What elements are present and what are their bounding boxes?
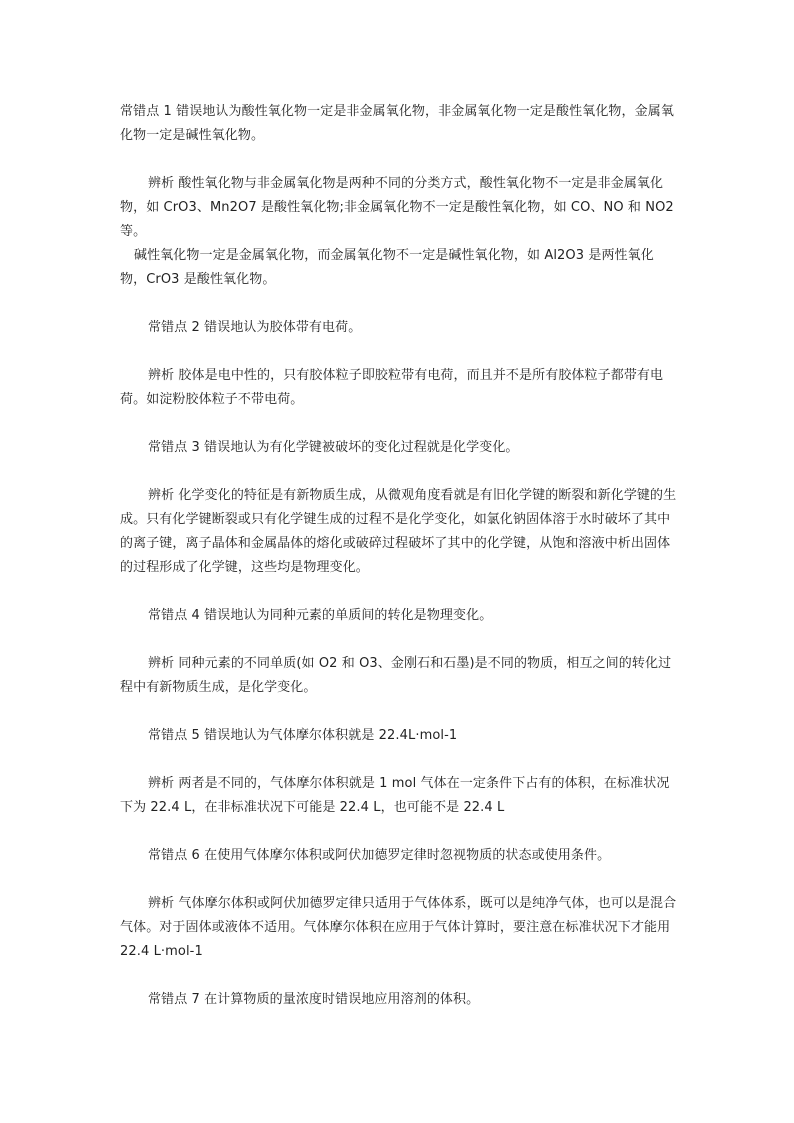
error-point-3: 常错点 3 错误地认为有化学键被破坏的变化过程就是化学变化。 bbox=[148, 440, 519, 455]
error-point-4: 常错点 4 错误地认为同种元素的单质间的转化是物理变化。 bbox=[148, 608, 493, 623]
error-point-2: 常错点 2 错误地认为胶体带有电荷。 bbox=[148, 320, 362, 335]
analysis-4: 辨析 同种元素的不同单质(如 O2 和 O3、金刚石和石墨)是不同的物质，相互之间的转化过程中有新物质生成，是化学变化。 bbox=[120, 656, 672, 695]
error-point-6: 常错点 6 在使用气体摩尔体积或阿伏加德罗定律时忽视物质的状态或使用条件。 bbox=[148, 848, 611, 863]
document-body bbox=[120, 100, 680, 1012]
analysis-2: 辨析 胶体是电中性的，只有胶体粒子即胶粒带有电荷，而且并不是所有胶体粒子都带有电荷。如淀粉胶体粒子不带电荷。 bbox=[120, 368, 664, 407]
error-point-1: 常错点 1 错误地认为酸性氧化物一定是非金属氧化物，非金属氧化物一定是酸性氧化物，金属氧化物一定是碱性氧化物。 bbox=[120, 104, 674, 143]
analysis-3: 辨析 化学变化的特征是有新物质生成，从微观角度看就是有旧化学键的断裂和新化学键的生成。只有化学键断裂或只有化学键生成的过程不是化学变化，如氯化钠固体溶于水时破坏了其中的离子键，离子晶体和金属晶体的熔化或破碎过程破坏了其中的化学键，从饱和溶液中析出固体的过程形成了化学键，这些均是物理变化。 bbox=[120, 488, 677, 575]
analysis-1a: 辨析 酸性氧化物与非金属氧化物是两种不同的分类方式，酸性氧化物不一定是非金属氧化物，如 CrO3、Mn2O7 是酸性氧化物;非金属氧化物不一定是酸性氧化物，如 CO、NO 和 NO2 等。 bbox=[120, 176, 674, 239]
analysis-5: 辨析 两者是不同的，气体摩尔体积就是 1 mol 气体在一定条件下占有的体积，在标准状况下为 22.4 L，在非标准状况下可能是 22.4 L，也可能不是 22.4 L bbox=[120, 776, 670, 815]
error-point-5: 常错点 5 错误地认为气体摩尔体积就是 22.4L·mol-1 bbox=[148, 728, 458, 743]
analysis-1b: 碱性氧化物一定是金属氧化物，而金属氧化物不一定是碱性氧化物，如 Al2O3 是两性氧化物，CrO3 是酸性氧化物。 bbox=[120, 248, 654, 287]
error-point-7: 常错点 7 在计算物质的量浓度时错误地应用溶剂的体积。 bbox=[148, 992, 480, 1007]
analysis-6: 辨析 气体摩尔体积或阿伏加德罗定律只适用于气体体系，既可以是纯净气体，也可以是混合气体。对于固体或液体不适用。气体摩尔体积在应用于气体计算时，要注意在标准状况下才能用 22.4 L·mol-1 bbox=[120, 896, 677, 959]
